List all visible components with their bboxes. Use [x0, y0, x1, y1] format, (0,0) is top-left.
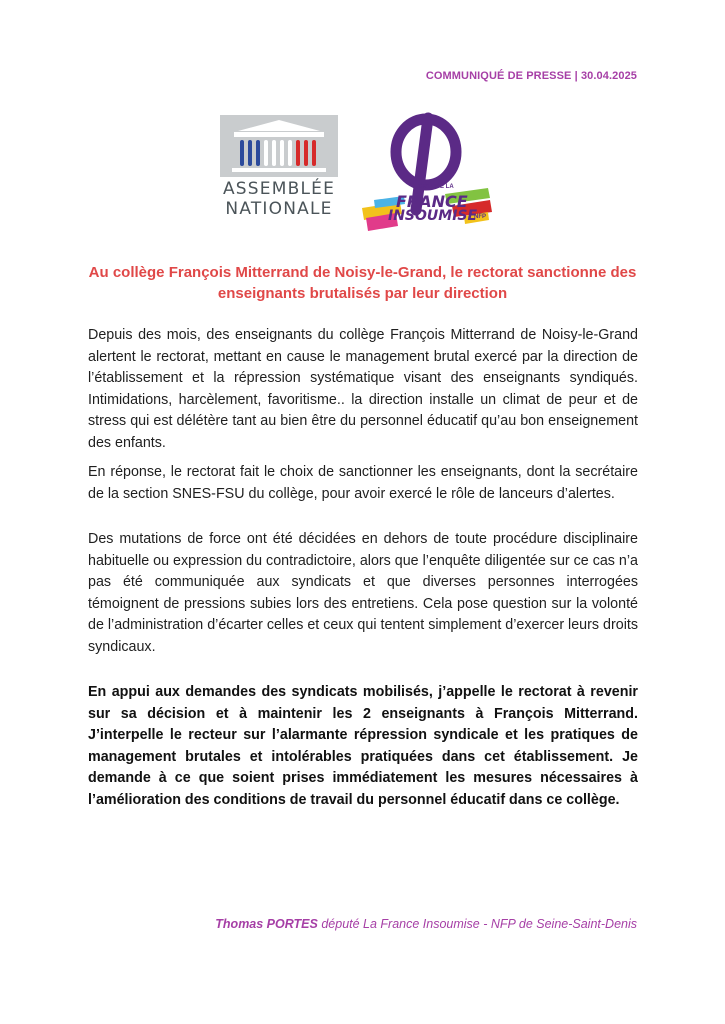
france-insoumise-logo — [360, 110, 500, 235]
paragraph-4-bold: En appui aux demandes des syndicats mobilisés, j’appelle le rectorat à revenir sur sa décision et à maintenir les 2 enseignants à François Mitterrand. J’interpelle le recteur sur l’alarmante répression syndicale et les pratiques de management brutales et intolérables pratiquées dans cet établissement. Je demande à ce que soient prises immédiatement les mesures nécessaires à l’amélioration des conditions de travail du personnel éducatif dans ce collège. — [88, 684, 638, 808]
paragraph-2: En réponse, le rectorat fait le choix de sanctionner les enseignants, dont la secrétaire de la section SNES-FSU du collège, pour avoir exercé le rôle de lanceurs d’alertes. — [88, 464, 638, 502]
assemblee-logo-line2: NATIONALE — [225, 199, 333, 219]
parliament-building-icon — [220, 115, 338, 177]
press-release-title: Au collège François Mitterrand de Noisy-le-Grand, le rectorat sanctionne des enseignants brutalisés par leur direction — [88, 264, 637, 302]
signature-name: Thomas PORTES — [215, 917, 318, 931]
press-release-label: COMMUNIQUÉ DE PRESSE | 30.04.2025 — [425, 70, 637, 82]
signature-role: député La France Insoumise - NFP de Seine-Saint-Denis — [317, 917, 637, 931]
paragraph-3: Des mutations de force ont été décidées en dehors de toute procédure disciplinaire habituelle ou expression du contradictoire, alors que l’enquête diligentée sur ce cas n’a pas été communiquée aux syndicats et que diverses personnes interrogées témoignent de pressions subies lors des entretiens. Cela pose question sur la volonté de l’administration d’écarter celles et ceux qui tentent simplement d’exercer leurs droits syndicaux. — [88, 531, 638, 655]
lfi-logo-line1: FRANCE — [396, 192, 468, 211]
lfi-nfp-label: NFP — [474, 214, 486, 220]
assemblee-nationale-logo — [220, 115, 338, 225]
assemblee-logo-line1: ASSEMBLÉE — [222, 179, 336, 199]
lfi-group-label: GROUPE LA — [418, 184, 454, 190]
paragraph-1: Depuis des mois, des enseignants du collège François Mitterrand de Noisy-le-Grand alertent le rectorat, mettant en cause le management brutal exercé par la direction de l’établissement et la répression systématique visant des enseignants syndiqués. Intimidations, harcèlement, favoritisme.. la direction installe un climat de peur et de stress qui est délétère tant au bien être du personnel éducatif qu’au bon enseignement des enfants. — [88, 327, 638, 451]
logos-row — [0, 110, 725, 235]
signature — [215, 917, 637, 931]
lfi-logo-line2: INSOUMISE — [388, 208, 478, 224]
